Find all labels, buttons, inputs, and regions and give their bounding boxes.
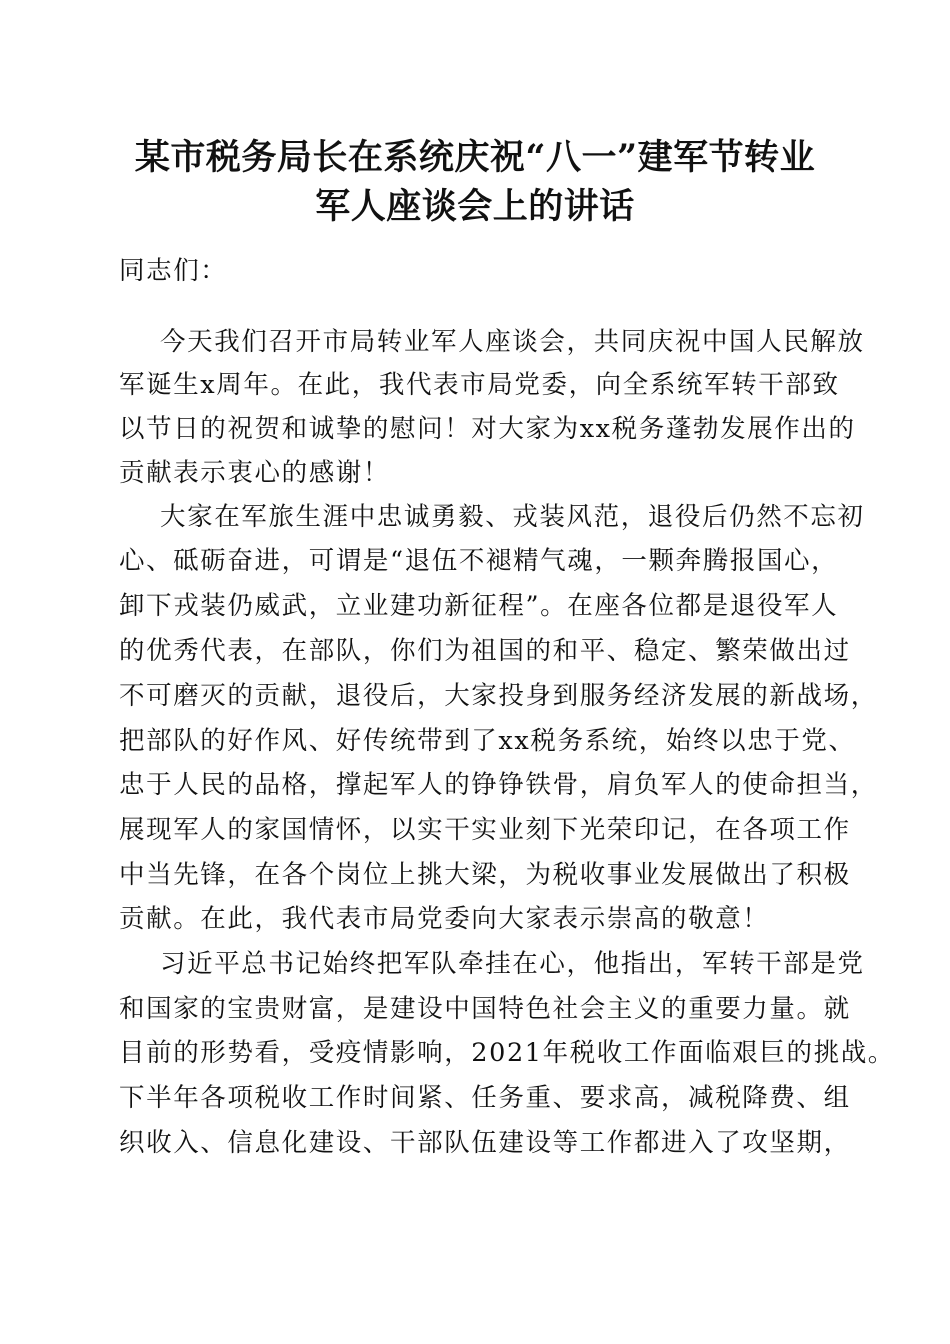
document-title-line-2: 军人座谈会上的讲话: [315, 186, 635, 227]
body-line: 今天我们召开市局转业军人座谈会，共同庆祝中国人民解放: [160, 327, 865, 357]
body-line: 贡献表示衷心的感谢！: [119, 458, 391, 488]
body-line: 目前的形势看，受疫情影响，2021年税收工作面临艰巨的挑战。: [119, 1038, 895, 1068]
body-line: 和国家的宝贵财富，是建设中国特色社会主义的重要力量。就: [119, 994, 851, 1024]
body-line: 不可磨灭的贡献，退役后，大家投身到服务经济发展的新战场，: [119, 681, 878, 711]
body-line: 军诞生x周年。在此，我代表市局党委，向全系统军转干部致: [119, 370, 840, 400]
body-line: 以节日的祝贺和诚挚的慰问！对大家为xx税务蓬勃发展作出的: [119, 414, 856, 444]
salutation: 同志们：: [119, 256, 228, 286]
body-line: 中当先锋，在各个岗位上挑大梁，为税收事业发展做出了积极: [119, 860, 851, 890]
body-line: 大家在军旅生涯中忠诚勇毅、戎装风范，退役后仍然不忘初: [160, 502, 865, 532]
body-line: 贡献。在此，我代表市局党委向大家表示崇高的敬意！: [119, 904, 770, 934]
body-line: 把部队的好作风、好传统带到了xx税务系统，始终以忠于党、: [119, 726, 856, 756]
body-line: 习近平总书记始终把军队牵挂在心，他指出，军转干部是党: [160, 949, 865, 979]
body-line: 的优秀代表，在部队，你们为祖国的和平、稳定、繁荣做出过: [119, 636, 851, 666]
body-line: 心、砥砺奋进，可谓是“退伍不褪精气魂，一颗奔腾报国心，: [119, 546, 839, 576]
body-line: 展现军人的家国情怀，以实干实业刻下光荣印记，在各项工作: [119, 815, 851, 845]
body-line: 织收入、信息化建设、干部队伍建设等工作都进入了攻坚期，: [119, 1128, 851, 1158]
document-title-line-1: 某市税务局长在系统庆祝“八一”建军节转业: [134, 137, 816, 178]
body-line: 卸下戎装仍威武，立业建功新征程”。在座各位都是退役军人: [119, 591, 839, 621]
body-line: 忠于人民的品格，撑起军人的铮铮铁骨，肩负军人的使命担当，: [119, 770, 878, 800]
body-line: 下半年各项税收工作时间紧、任务重、要求高，减税降费、组: [119, 1083, 851, 1113]
